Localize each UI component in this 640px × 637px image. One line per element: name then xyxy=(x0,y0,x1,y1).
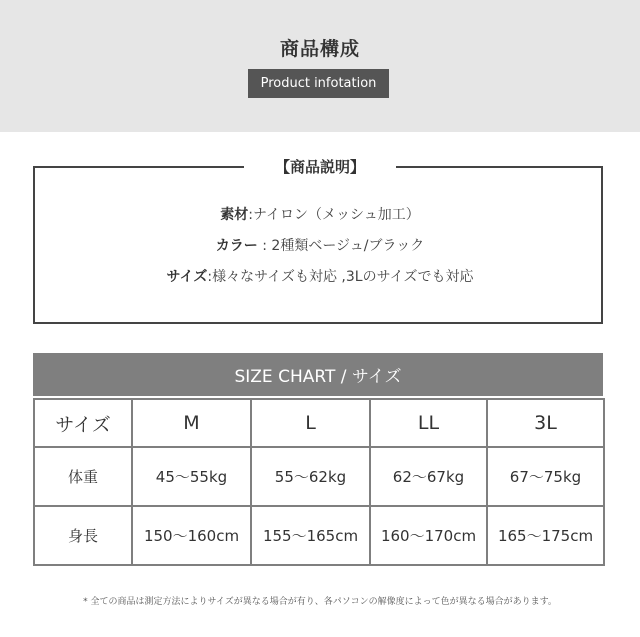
table-row-label: 体重 xyxy=(34,447,132,506)
table-header-cell: LL xyxy=(370,399,487,447)
table-row-label: 身長 xyxy=(34,506,132,565)
description-value: :ナイロン（メッシュ加工） xyxy=(248,207,420,223)
description-value: :様々なサイズも対応 ,3Lのサイズでも対応 xyxy=(207,269,474,285)
description-key: サイズ xyxy=(166,269,208,285)
description-line-color xyxy=(0,235,640,255)
table-cell: 155〜165cm xyxy=(251,506,370,565)
size-table xyxy=(33,398,605,566)
table-header-cell: L xyxy=(251,399,370,447)
table-header-row xyxy=(34,399,604,447)
table-cell: 62〜67kg xyxy=(370,447,487,506)
table-cell: 150〜160cm xyxy=(132,506,251,565)
table-header-cell: 3L xyxy=(487,399,604,447)
table-row xyxy=(34,506,604,565)
table-cell: 67〜75kg xyxy=(487,447,604,506)
table-cell: 55〜62kg xyxy=(251,447,370,506)
table-row xyxy=(34,447,604,506)
description-key: カラー xyxy=(215,238,258,254)
table-header-cell: M xyxy=(132,399,251,447)
header-badge: Product infotation xyxy=(248,69,389,98)
table-header-cell: サイズ xyxy=(34,399,132,447)
description-heading: 【商品説明】 xyxy=(244,155,396,179)
header-banner xyxy=(0,0,640,132)
table-cell: 165〜175cm xyxy=(487,506,604,565)
footnote: * 全ての商品は測定方法によりサイズが異なる場合が有り、各パソコンの解像度によって色が異なる場合があります。 xyxy=(83,597,557,607)
description-line-material xyxy=(0,204,640,224)
description-line-size xyxy=(0,266,640,286)
table-cell: 160〜170cm xyxy=(370,506,487,565)
page-title: 商品構成 xyxy=(279,38,360,60)
table-cell: 45〜55kg xyxy=(132,447,251,506)
description-value: : 2種類ベージュ/ブラック xyxy=(257,238,425,254)
size-chart-title: SIZE CHART / サイズ xyxy=(33,353,603,396)
description-key: 素材 xyxy=(220,207,249,223)
